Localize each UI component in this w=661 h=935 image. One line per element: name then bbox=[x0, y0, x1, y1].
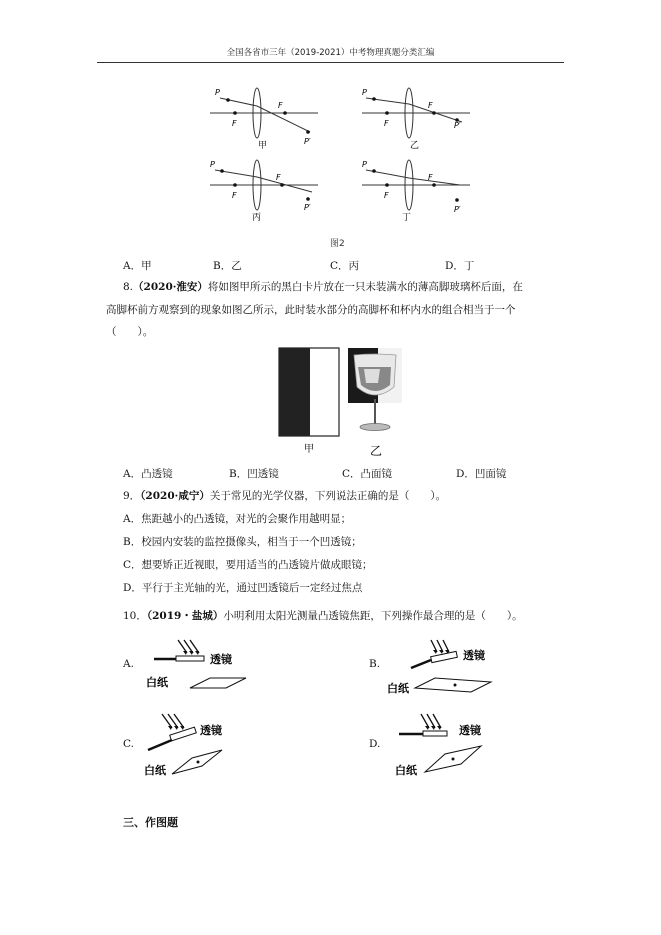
panel-ding bbox=[362, 160, 470, 223]
label-p-prime: P′ bbox=[304, 203, 311, 212]
q8-text: 将如图甲所示的黑白卡片放在一只未装满水的薄高脚玻璃杯后面，在 bbox=[207, 281, 523, 293]
option-d[interactable]: D．丁 bbox=[445, 260, 475, 272]
q9-option-d[interactable]: D．平行于主光轴的光，通过凹透镜后一定经过焦点 bbox=[123, 582, 363, 594]
fig-label-jia: 甲 bbox=[304, 444, 314, 455]
label-p-prime: P′ bbox=[454, 205, 461, 214]
q9-number: 9． bbox=[123, 490, 141, 502]
label-p: P bbox=[215, 88, 220, 97]
label-f: F bbox=[276, 173, 281, 182]
panel-jia bbox=[210, 88, 318, 151]
paper-label: 白纸 bbox=[387, 682, 409, 695]
q10-letter-c[interactable]: C. bbox=[123, 738, 134, 750]
header-rule bbox=[97, 62, 564, 63]
q9-stem bbox=[123, 489, 446, 503]
q10-number: 10． bbox=[123, 610, 147, 622]
label-p-prime: P′ bbox=[454, 121, 461, 130]
paper-label: 白纸 bbox=[144, 764, 166, 777]
option-b[interactable]: B．乙 bbox=[213, 260, 242, 272]
q9-source: （2020·咸宁） bbox=[140, 490, 210, 502]
q10-text: 小明利用太阳光测量凸透镜焦距，下列操作最合理的是（ ）。 bbox=[223, 610, 523, 622]
q10-diagram-b bbox=[385, 638, 500, 702]
option-c[interactable]: C．丙 bbox=[330, 260, 360, 272]
figure-2 bbox=[200, 80, 490, 255]
q9-option-b[interactable]: B．校园内安装的监控摄像头，相当于一个凹透镜； bbox=[123, 536, 362, 548]
q8-option-c[interactable]: C．凸面镜 bbox=[342, 468, 393, 480]
label-p-prime: P′ bbox=[304, 137, 311, 146]
q10-diagram-c bbox=[140, 712, 255, 780]
q9-option-a[interactable]: A．焦距越小的凸透镜，对光的会聚作用越明显； bbox=[123, 513, 352, 525]
label-p: P bbox=[362, 88, 367, 97]
label-f: F bbox=[428, 173, 433, 182]
q8-line3: （ ）。 bbox=[106, 326, 154, 338]
option-a[interactable]: A．甲 bbox=[123, 260, 152, 272]
q10-diagram-a bbox=[140, 638, 255, 696]
section-title: 三、作图题 bbox=[123, 816, 178, 829]
q8-source: （2020·淮安） bbox=[133, 281, 208, 293]
label-f: F bbox=[384, 191, 389, 200]
panel-yi bbox=[362, 88, 470, 151]
q10-letter-a[interactable]: A. bbox=[123, 658, 134, 670]
q8-line2: 高脚杯前方观察到的现象如图乙所示，此时装水部分的高脚杯和杯内水的组合相当于一个 bbox=[106, 304, 516, 316]
panel-label-jia: 甲 bbox=[258, 141, 268, 151]
lens-label: 透镜 bbox=[459, 724, 481, 737]
label-f: F bbox=[232, 119, 237, 128]
q8-option-b[interactable]: B．凹透镜 bbox=[229, 468, 279, 480]
panel-label-yi: 乙 bbox=[410, 141, 420, 151]
paper-label: 白纸 bbox=[146, 676, 168, 689]
label-f: F bbox=[384, 119, 389, 128]
label-f: F bbox=[428, 101, 433, 110]
card-black-half bbox=[279, 348, 310, 436]
q8-option-a[interactable]: A．凸透镜 bbox=[123, 468, 173, 480]
q8-line1 bbox=[123, 280, 523, 294]
panel-label-bing: 丙 bbox=[252, 213, 262, 223]
q9-option-c[interactable]: C．想要矫正近视眼，要用适当的凸透镜片做成眼镜； bbox=[123, 559, 373, 571]
q9-text: 关于常见的光学仪器，下列说法正确的是（ ）。 bbox=[209, 490, 447, 502]
q8-option-d[interactable]: D．凹面镜 bbox=[456, 468, 507, 480]
panel-label-ding: 丁 bbox=[402, 213, 412, 223]
q10-stem bbox=[123, 609, 523, 623]
label-f: F bbox=[278, 101, 283, 110]
panel-bing bbox=[210, 160, 318, 223]
q10-letter-b[interactable]: B. bbox=[369, 658, 381, 670]
label-p: P bbox=[210, 160, 215, 169]
label-f: F bbox=[232, 191, 237, 200]
lens-label: 透镜 bbox=[463, 649, 485, 662]
paper-label: 白纸 bbox=[395, 764, 417, 777]
fig-label-yi: 乙 bbox=[370, 444, 383, 458]
page-header: 全国各省市三年（2019-2021）中考物理真题分类汇编 bbox=[226, 48, 435, 58]
lens-label: 透镜 bbox=[210, 653, 232, 666]
lens-label: 透镜 bbox=[200, 724, 222, 737]
label-p: P bbox=[362, 160, 367, 169]
q10-letter-d[interactable]: D. bbox=[369, 738, 381, 750]
q8-figure bbox=[278, 347, 403, 459]
figure-caption: 图2 bbox=[330, 239, 345, 249]
q8-number: 8. bbox=[123, 281, 134, 293]
q10-diagram-d bbox=[385, 712, 500, 780]
q10-source: （2019・盐城） bbox=[146, 610, 224, 622]
